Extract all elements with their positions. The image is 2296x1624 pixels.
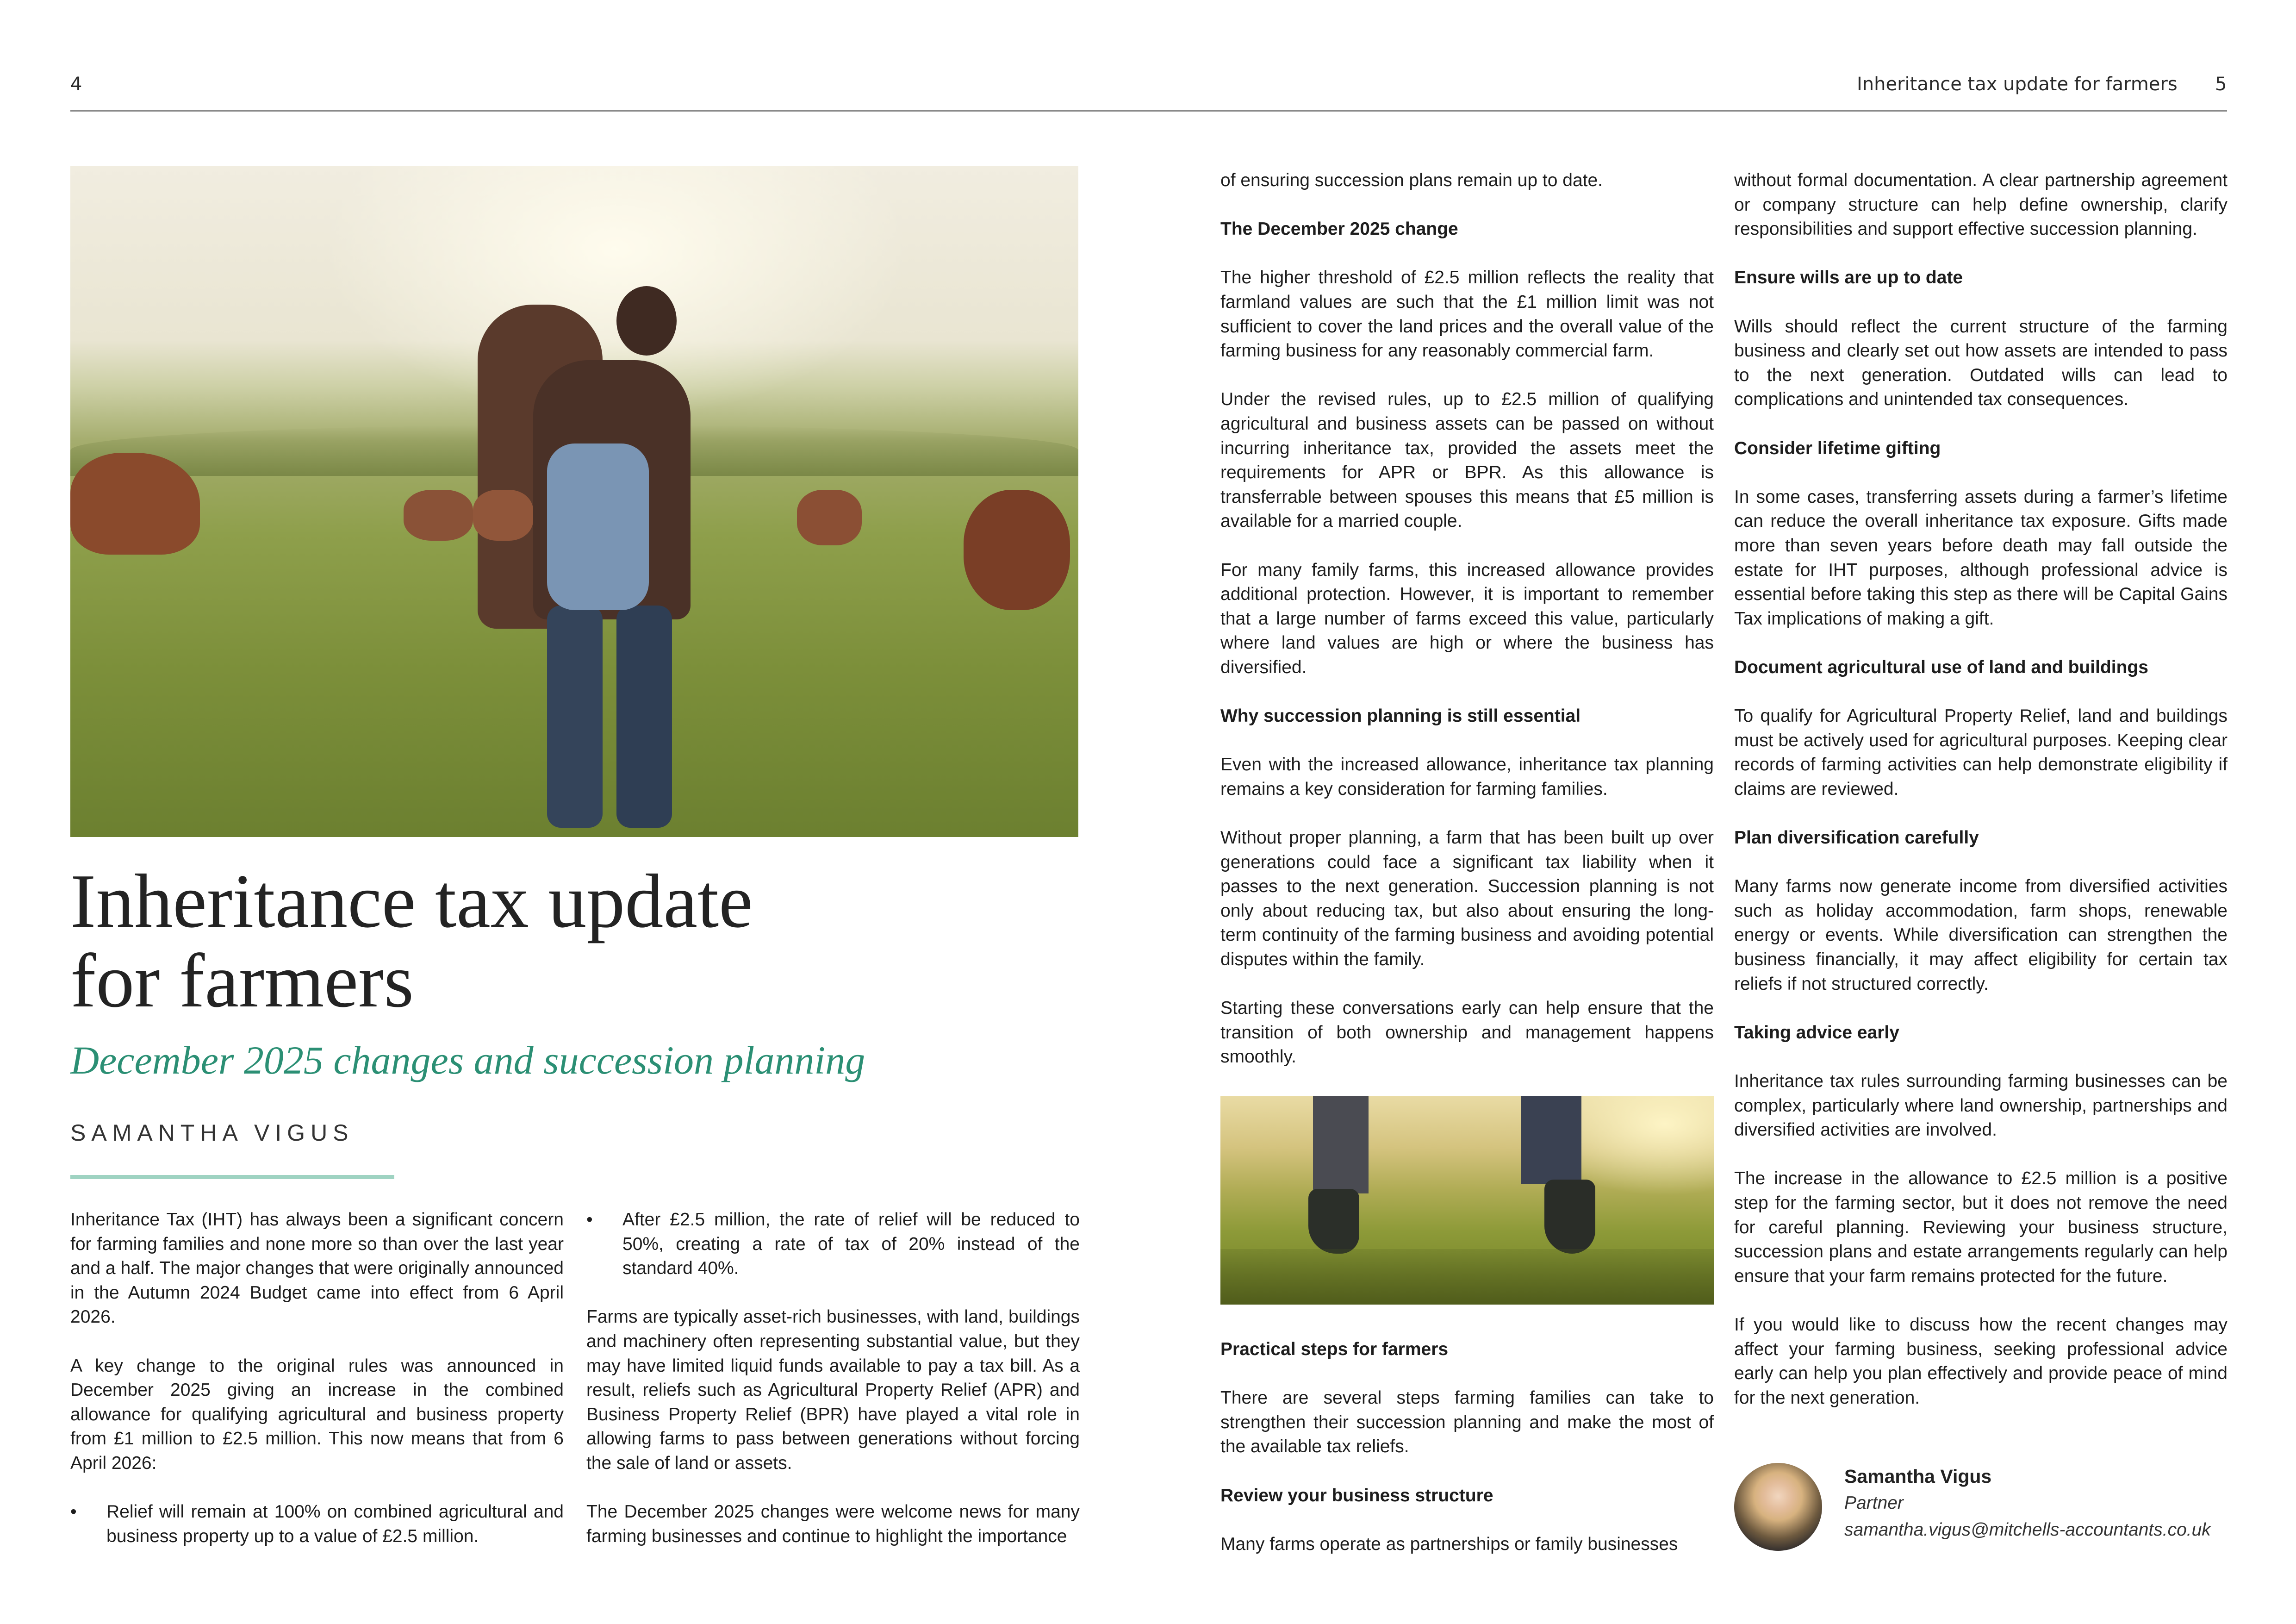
section-heading: Ensure wills are up to date [1734, 268, 1963, 288]
paragraph: Farms are typically asset-rich businesses, with land, buildings and machinery often representing substantial value, but they may have limited liquid funds available to pay a tax bill. As a result, reliefs such as Agricultural Property Relief (APR) and Business Property Relief (BPR) have played a vital role in allowing farms to pass between generations without forcing the sale of land or assets. [586, 1307, 1080, 1473]
paragraph: Many farms now generate income from diversified activities such as holiday accommodation, farm shops, renewable energy or events. While diversification can strengthen the business financially, it may affect eligibility for certain tax reliefs if not structured correctly. [1734, 876, 2228, 994]
author-rule [70, 1175, 394, 1179]
paragraph: A key change to the original rules was announced in December 2025 giving an increase in the combined allowance for qualifying agricultural and business property from £1 million to £2.5 million. This now means that from 6 April 2026: [70, 1355, 564, 1473]
article-author: SAMANTHA VIGUS [70, 1120, 354, 1146]
body-column-1 [70, 1208, 564, 1573]
author-avatar [1734, 1463, 1822, 1551]
section-heading: The December 2025 change [1220, 219, 1458, 239]
contact-name: Samantha Vigus [1844, 1466, 1992, 1487]
paragraph: Inheritance Tax (IHT) has always been a significant concern for farming families and none more so than over the last year and a half. The major changes that were originally announced in the Autumn 2024 Budget came into effect from 6 April 2026. [70, 1210, 564, 1327]
body-column-3 [1220, 169, 1714, 1094]
paragraph: The higher threshold of £2.5 million reflects the reality that farmland values are such that the £1 million limit was not sufficient to cover the land prices and the overall value of the farming business for any reasonably commercial farm. [1220, 268, 1714, 361]
paragraph: of ensuring succession plans remain up to date. [1220, 170, 1603, 190]
body-column-3-continued [1220, 1337, 1714, 1581]
contact-role: Partner [1844, 1493, 1904, 1513]
relief-list [70, 1500, 564, 1549]
list-item-text: After £2.5 million, the rate of relief will be reduced to 50%, creating a rate of tax of 20% instead of the standard 40%. [622, 1210, 1080, 1279]
author-contact [1844, 1463, 2211, 1543]
right-page-number: 5 [2215, 74, 2227, 95]
paragraph: Without proper planning, a farm that has been built up over generations could face a significant tax liability when it passes to the next generation. Succession planning is not only about reducing tax, but also about ensuring the long-term continuity of the farming business and avoiding potential disputes within the family. [1220, 828, 1714, 969]
paragraph: Many farms operate as partnerships or family businesses [1220, 1534, 1678, 1554]
header-rule [70, 110, 2227, 112]
paragraph: Starting these conversations early can help ensure that the transition of both ownership and management happens smoothly. [1220, 998, 1714, 1067]
paragraph: Even with the increased allowance, inheritance tax planning remains a key consideration for farming families. [1220, 755, 1714, 799]
paragraph: Wills should reflect the current structure of the farming business and clearly set out how assets are intended to pass to the next generation. Outdated wills can lead to complications and unintended tax consequences. [1734, 316, 2228, 410]
list-item [586, 1208, 1080, 1281]
paragraph: Under the revised rules, up to £2.5 million of qualifying agricultural and business assets can be passed on without incurring inheritance tax, provided the assets meet the requirements for APR or BPR. As this allowance is transferrable between spouses this means that £5 million is available for a married couple. [1220, 389, 1714, 531]
bullet-icon: • [586, 1210, 593, 1230]
article-subtitle: December 2025 changes and succession planning [70, 1038, 865, 1082]
article-title-line-2: for farmers [70, 938, 414, 1023]
section-heading: Why succession planning is still essential [1220, 706, 1581, 726]
section-heading: Taking advice early [1734, 1022, 1899, 1043]
hero-photo [70, 166, 1078, 837]
paragraph: Inheritance tax rules surrounding farming businesses can be complex, particularly where land ownership, partnerships and diversified activities are involved. [1734, 1071, 2228, 1140]
running-title: Inheritance tax update for farmers [1857, 74, 2178, 95]
section-heading: Document agricultural use of land and buildings [1734, 657, 2148, 677]
section-heading: Review your business structure [1220, 1485, 1493, 1505]
relief-list-continued [586, 1208, 1080, 1281]
body-column-4 [1734, 169, 2228, 1435]
paragraph: To qualify for Agricultural Property Relief, land and buildings must be actively used for agricultural purposes. Keeping clear records of farming activities can help demonstrate eligibility if claims are reviewed. [1734, 706, 2228, 799]
section-heading: Practical steps for farmers [1220, 1339, 1449, 1359]
section-heading: Consider lifetime gifting [1734, 438, 1941, 458]
article-title-line-1: Inheritance tax update [70, 858, 753, 943]
list-item-text: Relief will remain at 100% on combined agricultural and business property up to a value of £2.5 million. [106, 1502, 564, 1546]
contact-email[interactable]: samantha.vigus@mitchells-accountants.co.uk [1844, 1520, 2211, 1540]
paragraph: The increase in the allowance to £2.5 million is a positive step for the farming sector, but it does not remove the need for careful planning. Reviewing your business structure, succession plans and estate arrangements regularly can help ensure that your farm remains protected for the future. [1734, 1168, 2228, 1286]
paragraph: The December 2025 changes were welcome news for many farming businesses and continue to highlight the importance [586, 1502, 1080, 1546]
body-column-2 [586, 1208, 1080, 1573]
left-page-number: 4 [70, 74, 82, 95]
article-title [70, 858, 1042, 1023]
list-item [70, 1500, 564, 1549]
section-heading: Plan diversification carefully [1734, 828, 1979, 848]
paragraph: In some cases, transferring assets during a farmer’s lifetime can reduce the overall inheritance tax exposure. Gifts made more than seven years before death may fall outside the estate for IHT purposes, although professional advice is essential before taking this step as there will be Capital Gains Tax implications of making a gift. [1734, 487, 2228, 629]
bullet-icon: • [70, 1502, 77, 1522]
paragraph: If you would like to discuss how the recent changes may affect your farming business, seeking professional advice early can help you plan effectively and provide peace of mind for the next generation. [1734, 1314, 2228, 1408]
paragraph: For many family farms, this increased allowance provides additional protection. However, it is important to remember that a large number of farms exceed this value, particularly where land values are high or where the business has diversified. [1220, 560, 1714, 677]
boots-in-field-photo [1220, 1096, 1714, 1305]
paragraph: without formal documentation. A clear partnership agreement or company structure can help define ownership, clarify responsibilities and support effective succession planning. [1734, 170, 2228, 239]
paragraph: There are several steps farming families can take to strengthen their succession planning and make the most of the available tax reliefs. [1220, 1388, 1714, 1457]
